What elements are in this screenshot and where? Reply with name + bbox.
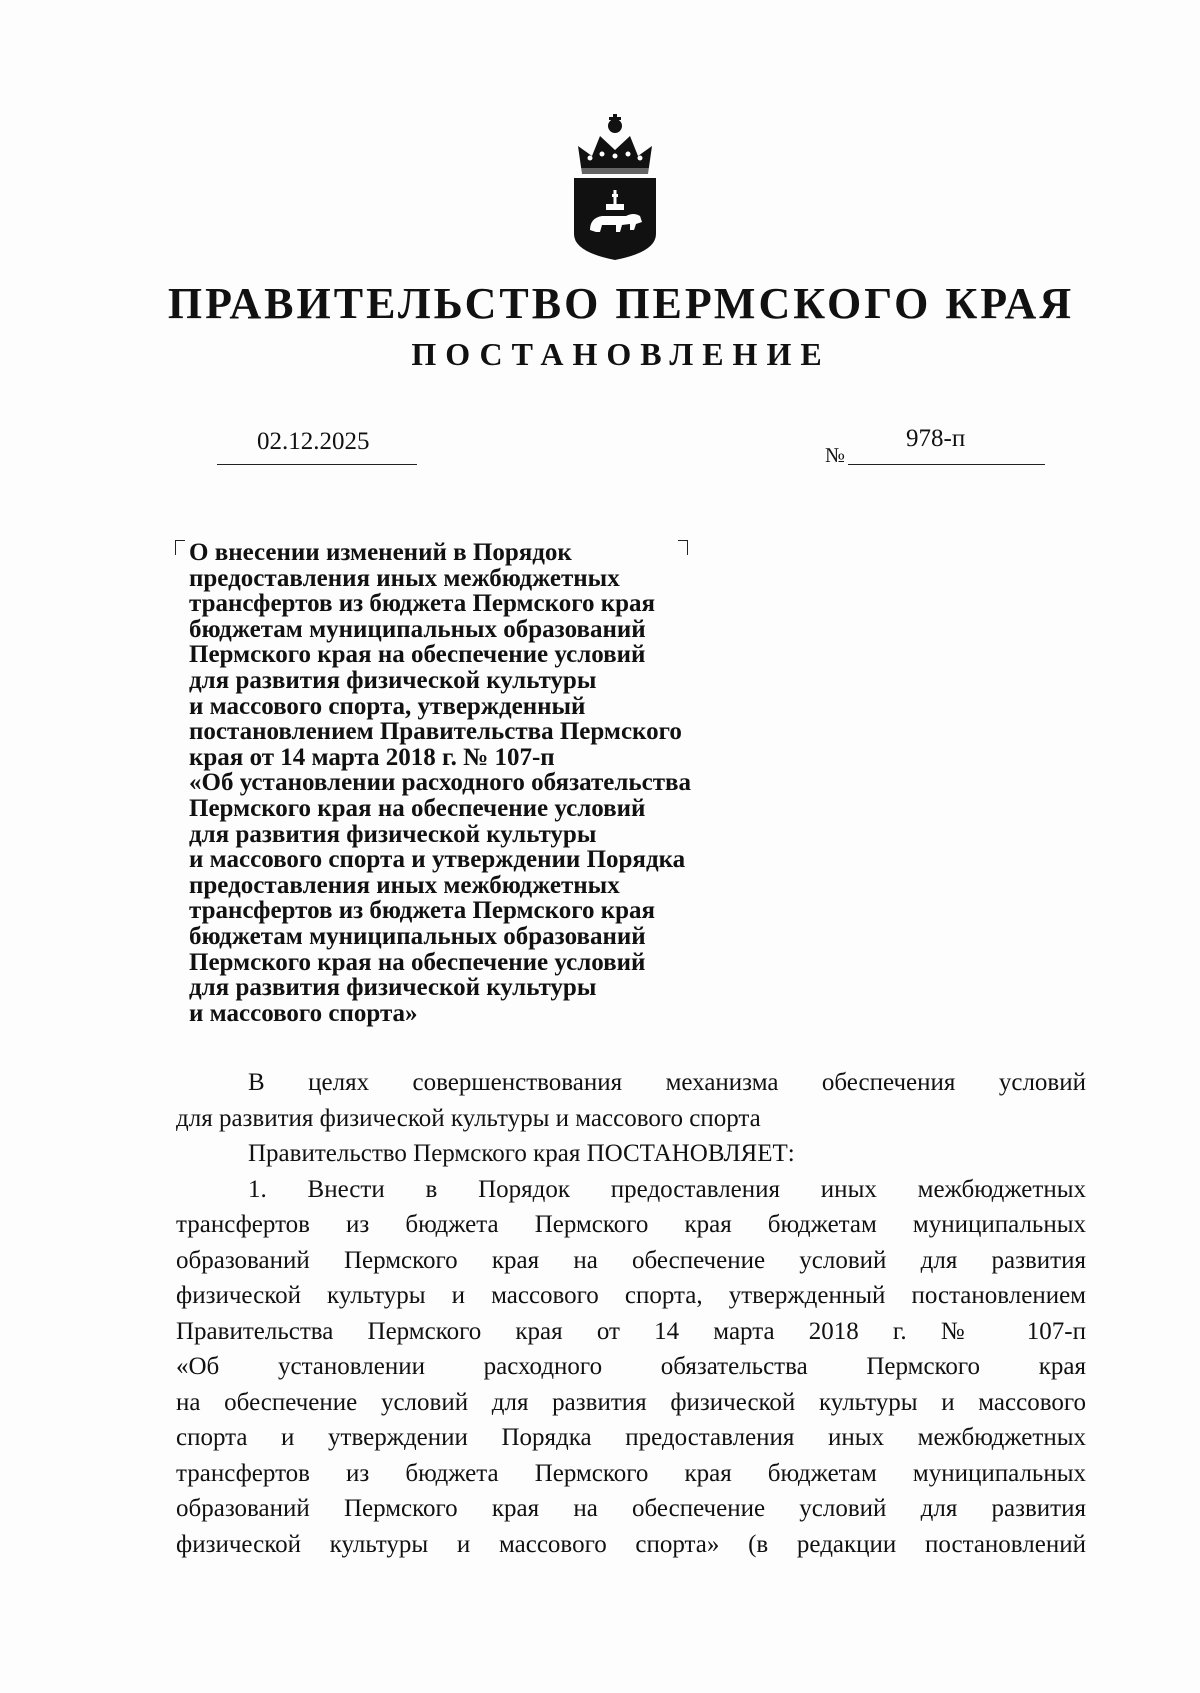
document-type: ПОСТАНОВЛЕНИЕ — [411, 336, 831, 372]
subject-line: трансфертов из бюджета Пермского края — [189, 897, 656, 925]
subject-line: края от 14 марта 2018 г. № 107-п — [189, 743, 555, 771]
subject-line: «Об установлении расходного обязательства — [189, 769, 691, 797]
preamble-paragraph — [176, 1065, 1086, 1136]
government-title: ПРАВИТЕЛЬСТВО ПЕРМСКОГО КРАЯ — [167, 279, 1075, 328]
subject-line: бюджетам муниципальных образований — [189, 615, 646, 643]
body-line: спорта и утверждении Порядка предоставления иных межбюджетных — [176, 1424, 1086, 1451]
resolution-paragraph — [176, 1136, 1086, 1172]
body-line: трансфертов из бюджета Пермского края бюджетам муниципальных — [176, 1459, 1086, 1487]
body-line: образований Пермского края на обеспечение условий для развития — [176, 1246, 1086, 1274]
subject-line: Пермского края на обеспечение условий — [189, 794, 646, 822]
body-line: для развития физической культуры и массового спорта — [176, 1104, 761, 1132]
body-line: «Об установлении расходного обязательства Пермского края — [176, 1353, 1086, 1380]
document-date: 02.12.2025 — [257, 428, 370, 455]
body-line: В целях совершенствования механизма обеспечения условий — [248, 1069, 1086, 1096]
body-line: Правительства Пермского края от 14 марта 2018 г. № 107-п — [176, 1317, 1086, 1345]
subject-line: для развития физической культуры — [189, 666, 597, 694]
subject-line: Пермского края на обеспечение условий — [189, 948, 646, 976]
body-line: физической культуры и массового спорта, утвержденный постановлением — [176, 1282, 1086, 1309]
number-underline — [848, 464, 1045, 465]
document-body — [176, 1065, 1086, 1562]
item-1-paragraph — [176, 1172, 1086, 1563]
subject-line: для развития физической культуры — [189, 974, 597, 1002]
subject-line: постановлением Правительства Пермского — [189, 718, 682, 746]
number-sign: № — [825, 443, 846, 467]
subject-line: О внесении изменений в Порядок — [189, 539, 572, 566]
subject-line: для развития физической культуры — [189, 820, 597, 848]
subject-line: и массового спорта» — [189, 999, 418, 1027]
document-number: 978-п — [906, 425, 966, 452]
body-line: 1. Внести в Порядок предоставления иных межбюджетных — [248, 1175, 1086, 1203]
subject-line: трансфертов из бюджета Пермского края — [189, 590, 656, 618]
body-line: физической культуры и массового спорта» (в редакции постановлений — [176, 1530, 1086, 1558]
subject-corner-left — [175, 540, 185, 555]
body-line: образований Пермского края на обеспечение условий для развития — [176, 1495, 1086, 1522]
body-line: Правительство Пермского края ПОСТАНОВЛЯЕТ: — [248, 1140, 795, 1167]
body-line: на обеспечение условий для развития физической культуры и массового — [176, 1388, 1086, 1416]
document-subject — [189, 540, 691, 1026]
subject-line: бюджетам муниципальных образований — [189, 922, 646, 950]
subject-line: предоставления иных межбюджетных — [189, 564, 620, 592]
subject-line: и массового спорта и утверждении Порядка — [189, 846, 686, 874]
date-underline — [217, 464, 417, 465]
perm-krai-coat-of-arms-icon — [568, 112, 662, 262]
subject-line: Пермского края на обеспечение условий — [189, 641, 646, 669]
subject-line: и массового спорта, утвержденный — [189, 692, 586, 720]
body-line: трансфертов из бюджета Пермского края бюджетам муниципальных — [176, 1211, 1086, 1238]
subject-line: предоставления иных межбюджетных — [189, 871, 620, 899]
